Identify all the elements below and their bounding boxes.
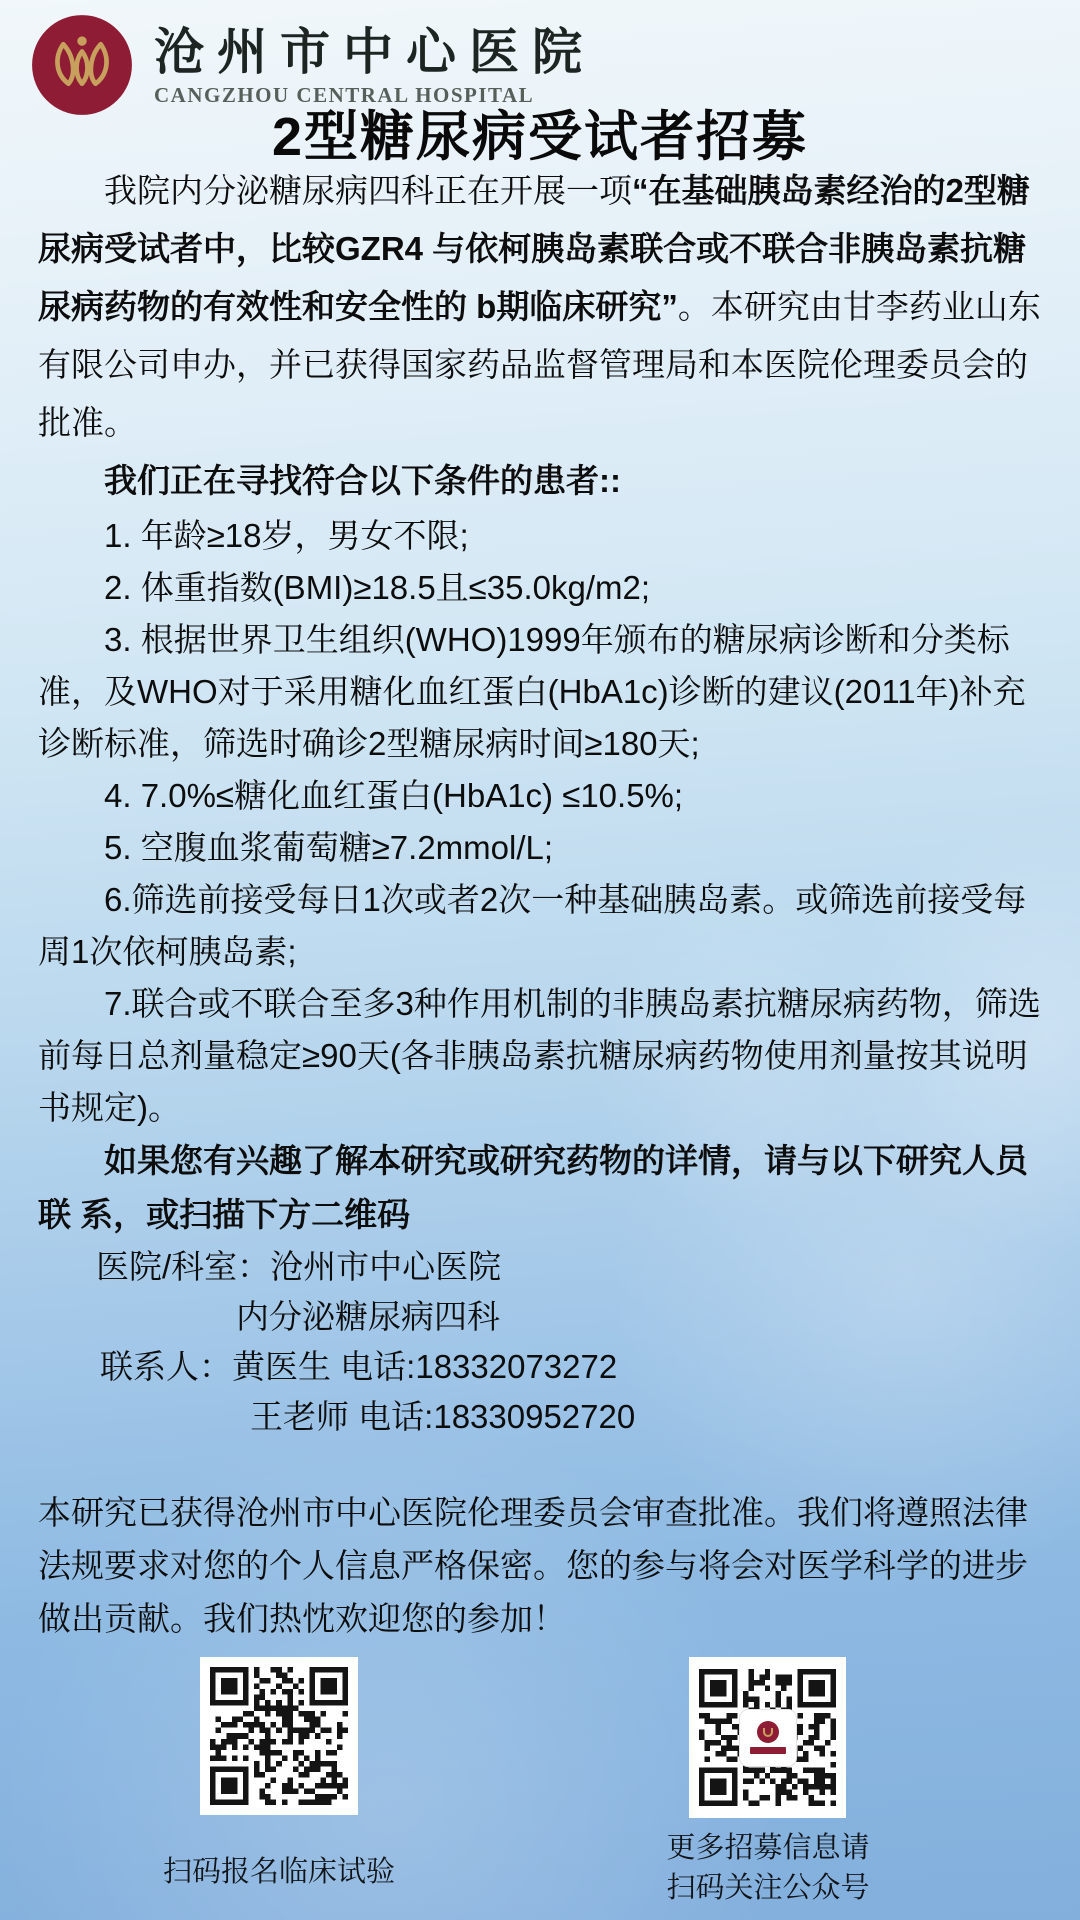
criteria-heading: 我们正在寻找符合以下条件的患者::: [104, 462, 621, 499]
page-title: 2型糖尿病受试者招募: [271, 107, 809, 167]
qr-left-caption: 扫码报名临床试验: [162, 1856, 395, 1888]
contact-hospital-line: 医院/科室：沧州市中心医院: [96, 1248, 502, 1285]
qr-code-signup: [200, 1657, 358, 1815]
intro-lead: 我院内分泌糖尿病四科正在开展一项: [104, 172, 632, 209]
criteria-item-6: 6.筛选前接受每日1次或者2次一种基础胰岛素。或筛选前接受每周1次依柯胰岛素;: [38, 881, 1027, 970]
contact-department-line: 内分泌糖尿病四科: [236, 1298, 500, 1335]
contact-person-1: 联系人：黄医生 电话:18332073272: [100, 1348, 618, 1385]
main-content: [38, 162, 1044, 1645]
criteria-item-7: 7.联合或不联合至多3种作用机制的非胰岛素抗糖尿病药物，筛选前每日总剂量稳定≥90天(各非胰岛素抗糖尿病药物使用剂量按其说明书规定)。: [38, 985, 1041, 1126]
interest-note: 如果您有兴趣了解本研究或研究药物的详情，请与以下研究人员联 系，或扫描下方二维码: [38, 1142, 1028, 1233]
study-title: “在基础胰岛素经治的2型糖尿病受试者中，比较GZR4 与依柯胰岛素联合或不联合非胰岛素抗糖尿病药物的有效性和安全性的 b期临床研究”: [38, 172, 1030, 325]
qr-logo-text-bar: [750, 1747, 786, 1754]
criteria-item-1: 1. 年龄≥18岁，男女不限;: [104, 517, 469, 554]
qr-right-caption-line1: 更多招募信息请: [666, 1832, 870, 1864]
hospital-name-en: CANGZHOU CENTRAL HOSPITAL: [154, 83, 535, 107]
criteria-item-3: 3. 根据世界卫生组织(WHO)1999年颁布的糖尿病诊断和分类标准，及WHO对于采用糖化血红蛋白(HbA1c)诊断的建议(2011年)补充诊断标准，筛选时确诊2型糖尿病时间≥180天;: [38, 621, 1026, 762]
intro-tail: 。本研究由甘李药业山东有限公司申办，并已获得国家药品监督管理局和本医院伦理委员会的批准。: [38, 288, 1041, 441]
criteria-item-2: 2. 体重指数(BMI)≥18.5且≤35.0kg/m2;: [104, 569, 651, 606]
intro-paragraph: [38, 162, 1044, 452]
criteria-item-4: 4. 7.0%≤糖化血红蛋白(HbA1c) ≤10.5%;: [104, 777, 684, 814]
qr-right-caption-line2: 扫码关注公众号: [666, 1872, 870, 1904]
contact-person-2: 王老师 电话:18330952720: [250, 1398, 636, 1435]
criteria-item-5: 5. 空腹血浆葡萄糖≥7.2mmol/L;: [104, 829, 554, 866]
qr-right-caption: [608, 1828, 928, 1908]
qr-code-signup-pattern: [210, 1667, 348, 1805]
qr-center-hospital-logo: [739, 1709, 797, 1767]
qr-logo-emblem-icon: [757, 1721, 779, 1743]
hospital-name-zh: 沧州市中心医院: [154, 22, 595, 81]
ethics-note: 本研究已获得沧州市中心医院伦理委员会审查批准。我们将遵照法律法规要求对您的个人信息严格保密。您的参与将会对医学科学的进步做出贡献。我们热忱欢迎您的参加！: [38, 1494, 1028, 1637]
qr-code-wechat: [689, 1657, 846, 1818]
